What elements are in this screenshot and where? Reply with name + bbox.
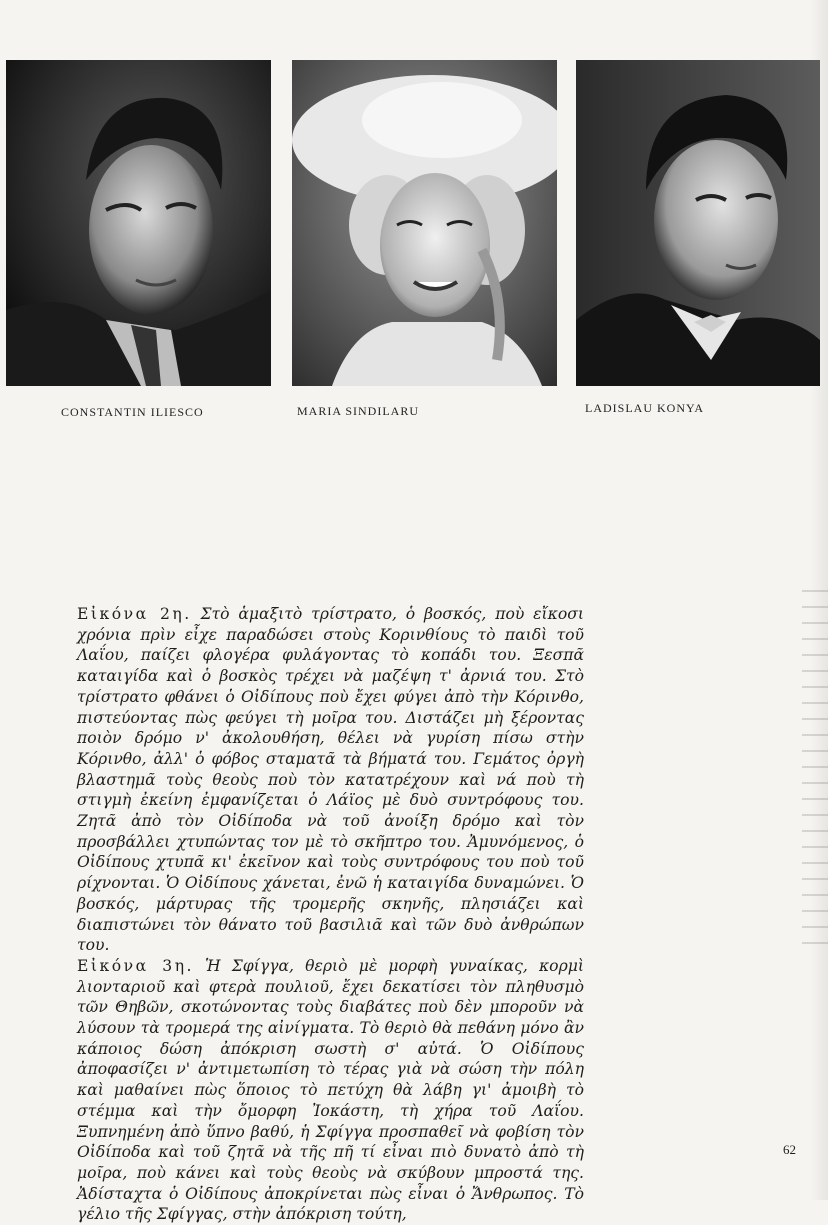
scene-heading: Εἰκόνα 2η.: [77, 605, 192, 623]
portrait-photo-constantin-iliesco: [6, 60, 271, 386]
body-text: [77, 604, 584, 1225]
paragraph-text: Ἡ Σφίγγα, θεριὸ μὲ μορφὴ γυναίκας, κορμὶ λιονταριοῦ καὶ φτερὰ πουλιοῦ, ἔχει δεκατίσει τὸν πληθυσμὸ τῶν Θηβῶν, σκοτώνοντας τοὺς διαβάτες ποὺ δὲν μποροῦν νὰ λύσουν τὰ τρομερά της αἰνίγματα. Τὸ θεριὸ θὰ πεθάνη μόνο ἂν κάποιος δώση ἀπόκριση σωστὴ σ' αὐτά. Ὁ Οἰδίπους ἀποφασίζει ν' ἀντιμετωπίση τὸ τέρας γιὰ νὰ σώση τὴν πόλη καὶ μαθαίνει πὼς ὅποιος τὸ πετύχη θὰ λάβη γι' ἀμοιβὴ τὸ στέμμα καὶ τὴν ὄμορφη Ἰοκάστη, τὴ χήρα τοῦ Λαΐου. Ξυπνημένη ἀπὸ ὕπνο βαθύ, ἡ Σφίγγα προσπαθεῖ νὰ φοβίση τὸν Οἰδίποδα καὶ τοῦ ζητᾶ νὰ τῆς πῆ τί εἶναι πιὸ δυνατὸ ἀπὸ τὴ μοῖρα, ποὺ κάνει καὶ τοὺς θεοὺς νὰ σκύβουν μπροστά της. Ἀδίσταχτα ὁ Οἰδίπους ἀποκρίνεται πὼς εἶναι ὁ Ἄνθρωπος. Τὸ γέλιο τῆς Σφίγγας, στὴν ἀπόκριση τούτη,: [77, 956, 584, 1224]
photo-caption: CONSTANTIN ILIESCO: [61, 405, 204, 419]
paragraph-text: Στὸ ἁμαξιτὸ τρίστρατο, ὁ βοσκός, ποὺ εἴκοσι χρόνια πρὶν εἶχε παραδώσει στοὺς Κορινθίους τὸ παιδὶ τοῦ Λαΐου, παίζει φλογέρα φυλάγοντας τὸ κοπάδι του. Ξεσπᾶ καταιγίδα καὶ ὁ βοσκὸς τρέχει νὰ μαζέψη τ' ἀρνιά του. Στὸ τρίστρατο φθάνει ὁ Οἰδίπους ποὺ ἔχει φύγει ἀπὸ τὴν Κόρινθο, πιστεύοντας πὼς φεύγει τὴ μοῖρα του. Διστάζει μὴ ξέροντας ποιὸν δρόμο ν' ἀκολουθήση, θέλει νὰ γυρίση πίσω στὴν Κόρινθο, ἀλλ' ὁ φόβος σταματᾶ τὰ βήματά του. Γεμάτος ὀργὴ βλαστημᾶ τοὺς θεοὺς ποὺ τὸν κατατρέχουν καὶ νά ποὺ τὴ στιγμὴ ἐκείνη ἐμφανίζεται ὁ Λάϊος μὲ δυὸ συντρόφους του. Ζητᾶ ἀπὸ τὸν Οἰδίποδα νὰ τοῦ ἀνοίξη δρόμο καὶ τὸν προσβάλλει χτυπώντας τον μὲ τὸ σκῆπτρο του. Ἀμυνόμενος, ὁ Οἰδίπους χτυπᾶ κι' ἐκεῖνον καὶ τοὺς συντρόφους του ποὺ τοῦ ρίχνονται. Ὁ Οἰδίπους χάνεται, ἐνῶ ἡ καταιγίδα δυναμώνει. Ὁ βοσκός, μάρτυρας τῆς τρομερῆς σκηνῆς, πλησιάζει καὶ διαπιστώνει τὸν θάνατο τοῦ βασιλιᾶ καὶ τῶν δυὸ ἀνθρώπων του.: [77, 605, 584, 955]
bleed-through-text: [802, 590, 828, 970]
photo-caption: MARIA SINDILARU: [297, 404, 420, 418]
portrait-photo-maria-sindilaru: [292, 60, 557, 386]
paragraph-scene-2: [77, 604, 584, 956]
scene-heading: Εἰκόνα 3η.: [77, 956, 195, 975]
portrait-photo-ladislau-konya: [576, 60, 820, 386]
paragraph-scene-3: [77, 956, 584, 1225]
page-number: 62: [783, 1142, 796, 1157]
photo-caption: LADISLAU KONYA: [585, 401, 704, 415]
